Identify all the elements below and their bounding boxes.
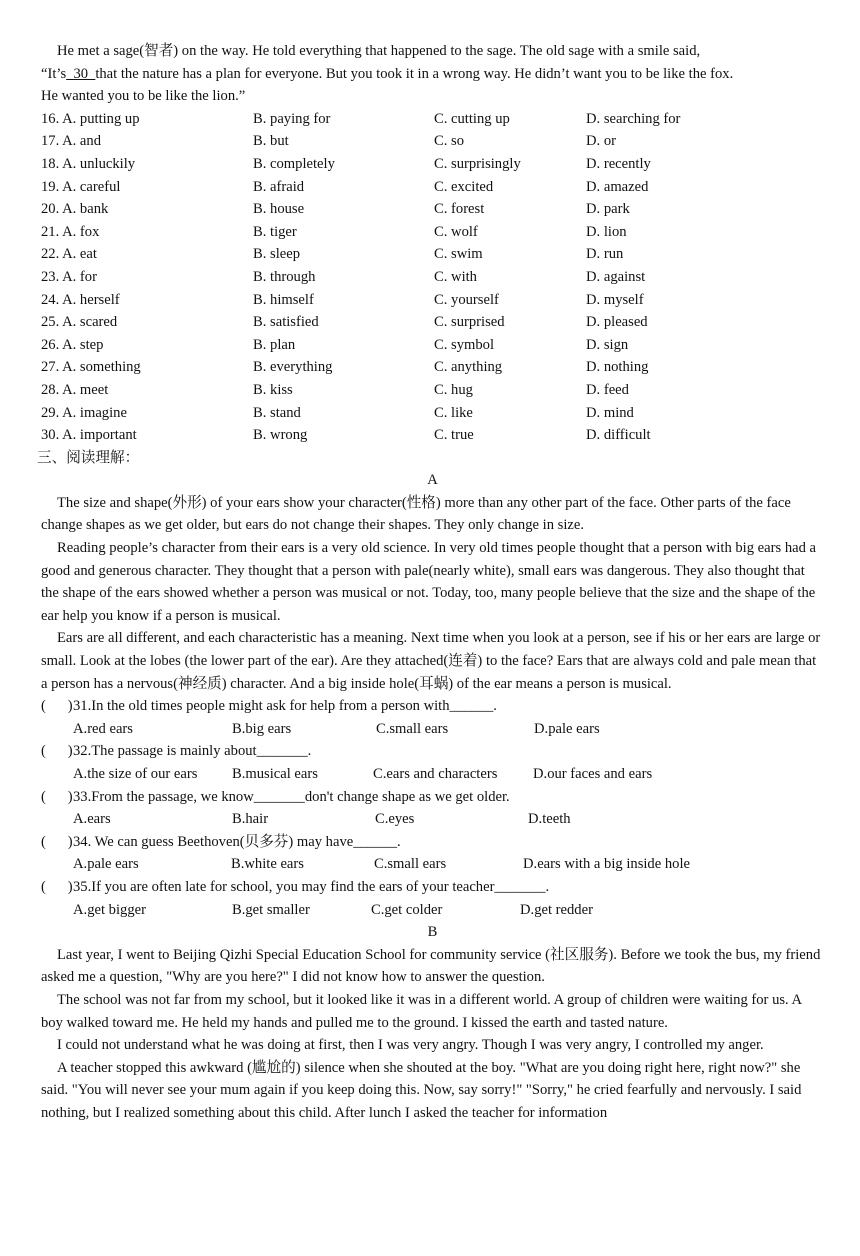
option-c: C. swim xyxy=(434,246,483,263)
option-a: 20. A. bank xyxy=(41,201,109,218)
choice-c: C.ears and characters xyxy=(373,766,498,782)
option-row xyxy=(41,221,824,244)
answer-blank[interactable]: ( ) xyxy=(41,743,73,760)
option-a: 22. A. eat xyxy=(41,246,97,263)
option-row xyxy=(41,379,824,402)
option-row xyxy=(41,289,824,312)
option-d: D. lion xyxy=(586,223,627,240)
option-c: C. surprised xyxy=(434,314,505,331)
choice-b: B.big ears xyxy=(232,720,292,737)
intro-line-3: He wanted you to be like the lion.” xyxy=(41,88,246,105)
option-a: 18. A. unluckily xyxy=(41,155,136,172)
choice-a: A.red ears xyxy=(73,720,133,737)
intro-line-2-pre: “It’s xyxy=(41,65,67,82)
option-d: D. nothing xyxy=(586,359,649,376)
option-d: D. myself xyxy=(586,291,644,308)
option-d: D. searching for xyxy=(586,110,681,127)
option-d: D. against xyxy=(586,268,646,285)
question-32 xyxy=(41,740,824,785)
option-d: D. run xyxy=(586,246,624,263)
passage-b-paragraph: The school was not far from my school, but it looked like it was in a different world. A group of children were waiting for us. A boy walked toward me. He held my hands and pulled me to the ground. I kissed the earth and tasted nature. xyxy=(41,991,802,1031)
option-d: D. feed xyxy=(586,381,629,398)
option-a: 17. A. and xyxy=(41,133,101,150)
answer-blank[interactable]: ( ) xyxy=(41,698,73,715)
option-c: C. with xyxy=(434,268,477,285)
option-row xyxy=(41,153,824,176)
option-row xyxy=(41,402,824,425)
option-c: C. so xyxy=(434,133,465,150)
exam-page xyxy=(0,40,860,1125)
option-c: C. forest xyxy=(434,201,485,218)
option-b: B. plan xyxy=(253,336,296,353)
option-a: 29. A. imagine xyxy=(41,404,127,421)
option-b: B. kiss xyxy=(253,381,293,398)
option-row xyxy=(41,356,824,379)
option-b: B. satisfied xyxy=(253,314,319,331)
question-33 xyxy=(41,786,824,831)
option-a: 25. A. scared xyxy=(41,314,118,331)
option-row xyxy=(41,424,824,447)
option-d: D. mind xyxy=(586,404,634,421)
option-d: D. recently xyxy=(586,155,651,172)
passage-b-paragraph: I could not understand what he was doing at first, then I was very angry. Though I was very angry, I controlled my anger. xyxy=(57,1037,764,1054)
option-c: C. yourself xyxy=(434,291,499,308)
passage-b xyxy=(41,921,824,1124)
option-a: 28. A. meet xyxy=(41,381,109,398)
answer-blank[interactable]: ( ) xyxy=(41,878,73,895)
intro-line-2-post: that the nature has a plan for everyone. But you took it in a wrong way. He didn’t want you to be like the fox. xyxy=(95,65,734,82)
answer-blank[interactable]: ( ) xyxy=(41,788,73,805)
option-row xyxy=(41,334,824,357)
option-a: 19. A. careful xyxy=(41,178,121,195)
choice-a: A.the size of our ears xyxy=(73,766,198,782)
passage-a-paragraph: Reading people’s character from their ears is a very old science. In very old times people thought that a person with big ears had a good and generous character. They thought that a person with pale(nearly white), small ears was dangerous. They also thought that the shape of the ears showed whether a person was musical or not. Today, too, many people believe that the size and the shape of the ear help you know if a person is musical. xyxy=(41,540,817,624)
option-d: D. park xyxy=(586,201,630,218)
option-b: B. sleep xyxy=(253,246,301,263)
option-row xyxy=(41,108,824,131)
passage-b-paragraph: Last year, I went to Beijing Qizhi Special Education School for community service (社区服务). Before we took the bus, my friend asked me a question, "Why are you here?" I did not know how to answer the question. xyxy=(41,946,821,986)
choice-d: D.our faces and ears xyxy=(533,766,653,782)
choice-b: B.get smaller xyxy=(232,901,310,918)
option-b: B. everything xyxy=(253,359,333,376)
option-row xyxy=(41,198,824,221)
option-d: D. or xyxy=(586,133,616,150)
option-row xyxy=(41,176,824,199)
section-heading: 三、阅读理解： xyxy=(37,449,140,466)
option-a: 24. A. herself xyxy=(41,291,120,308)
option-b: B. stand xyxy=(253,404,301,421)
choice-a: A.ears xyxy=(73,811,111,828)
option-b: B. paying for xyxy=(253,110,331,127)
option-d: D. sign xyxy=(586,336,629,353)
choice-d: D.pale ears xyxy=(534,720,600,737)
option-a: 27. A. something xyxy=(41,359,141,376)
option-b: B. tiger xyxy=(253,223,297,240)
choice-d: D.ears with a big inside hole xyxy=(523,856,690,873)
option-b: B. afraid xyxy=(253,178,305,195)
choice-c: C.get colder xyxy=(371,901,443,918)
answer-blank[interactable]: ( ) xyxy=(41,833,73,850)
option-d: D. amazed xyxy=(586,178,649,195)
option-d: D. pleased xyxy=(586,314,648,331)
question-stem: 34. We can guess Beethoven(贝多芬) may have______. xyxy=(73,833,401,850)
option-a: 21. A. fox xyxy=(41,223,100,240)
option-a: 26. A. step xyxy=(41,336,104,353)
option-c: C. anything xyxy=(434,359,503,376)
option-c: C. like xyxy=(434,404,473,421)
choice-c: C.small ears xyxy=(376,720,449,737)
passage-a-label: A xyxy=(427,472,438,489)
option-a: 23. A. for xyxy=(41,268,97,285)
question-stem: 31.In the old times people might ask for help from a person with______. xyxy=(73,698,497,715)
question-stem: 32.The passage is mainly about_______. xyxy=(73,743,312,760)
passage-b-label: B xyxy=(427,924,438,941)
choice-a: A.get bigger xyxy=(73,901,146,918)
intro-line-2 xyxy=(41,63,824,86)
passage-a xyxy=(41,469,824,921)
question-stem: 33.From the passage, we know_______don't change shape as we get older. xyxy=(73,788,510,805)
blank-30: 30 xyxy=(66,65,96,82)
intro-line-1: He met a sage(智者) on the way. He told everything that happened to the sage. The old sage with a smile said, xyxy=(57,43,701,59)
option-c: C. hug xyxy=(434,381,473,398)
option-b: B. house xyxy=(253,201,305,218)
passage-a-paragraph: The size and shape(外形) of your ears show your character(性格) more than any other part of the face. Other parts of the face change shapes as we get older, but ears do not change their shapes. They only change in size. xyxy=(41,494,791,534)
option-c: C. surprisingly xyxy=(434,155,521,172)
option-a: 30. A. important xyxy=(41,427,137,444)
option-row xyxy=(41,311,824,334)
option-d: D. difficult xyxy=(586,427,651,444)
choice-a: A.pale ears xyxy=(73,856,139,873)
option-b: B. but xyxy=(253,133,289,150)
option-c: C. true xyxy=(434,427,474,444)
cloze-options xyxy=(41,108,824,447)
question-stem: 35.If you are often late for school, you may find the ears of your teacher_______. xyxy=(73,878,550,895)
choice-b: B.musical ears xyxy=(232,766,318,782)
passage-a-paragraph: Ears are all different, and each characteristic has a meaning. Next time when you look at a person, see if his or her ears are large or small. Look at the lobes (the lower part of the ear). Are they attached(连着) to the face? Ears that are always cold and pale mean that a person has a nervous(神经质) character. And a big inside hole(耳蜗) of the ear means a person is musical. xyxy=(41,630,821,692)
option-a: 16. A. putting up xyxy=(41,110,140,127)
choice-c: C.eyes xyxy=(375,811,415,828)
option-b: B. completely xyxy=(253,155,335,172)
choice-d: D.teeth xyxy=(528,811,571,828)
option-c: C. wolf xyxy=(434,223,478,240)
choice-b: B.hair xyxy=(232,811,269,828)
option-row xyxy=(41,243,824,266)
option-row xyxy=(41,266,824,289)
passage-b-paragraph: A teacher stopped this awkward (尴尬的) silence when she shouted at the boy. "What are you doing right here, right now?" she said. "You will never see your mum again if you keep doing this. Now, say sorry!" "Sorry," he cried fearfully and nervously. I said nothing, but I realized something about this child. After lunch I asked the teacher for information xyxy=(41,1059,802,1121)
choice-c: C.small ears xyxy=(374,856,447,873)
question-35 xyxy=(41,876,824,921)
option-b: B. through xyxy=(253,268,316,285)
choice-d: D.get redder xyxy=(520,901,593,918)
option-b: B. wrong xyxy=(253,427,308,444)
option-row xyxy=(41,130,824,153)
option-c: C. excited xyxy=(434,178,494,195)
question-31 xyxy=(41,695,824,740)
cloze-passage-ending xyxy=(41,40,824,108)
option-c: C. cutting up xyxy=(434,110,510,127)
choice-b: B.white ears xyxy=(231,856,304,873)
option-b: B. himself xyxy=(253,291,314,308)
option-c: C. symbol xyxy=(434,336,495,353)
question-34 xyxy=(41,831,824,876)
